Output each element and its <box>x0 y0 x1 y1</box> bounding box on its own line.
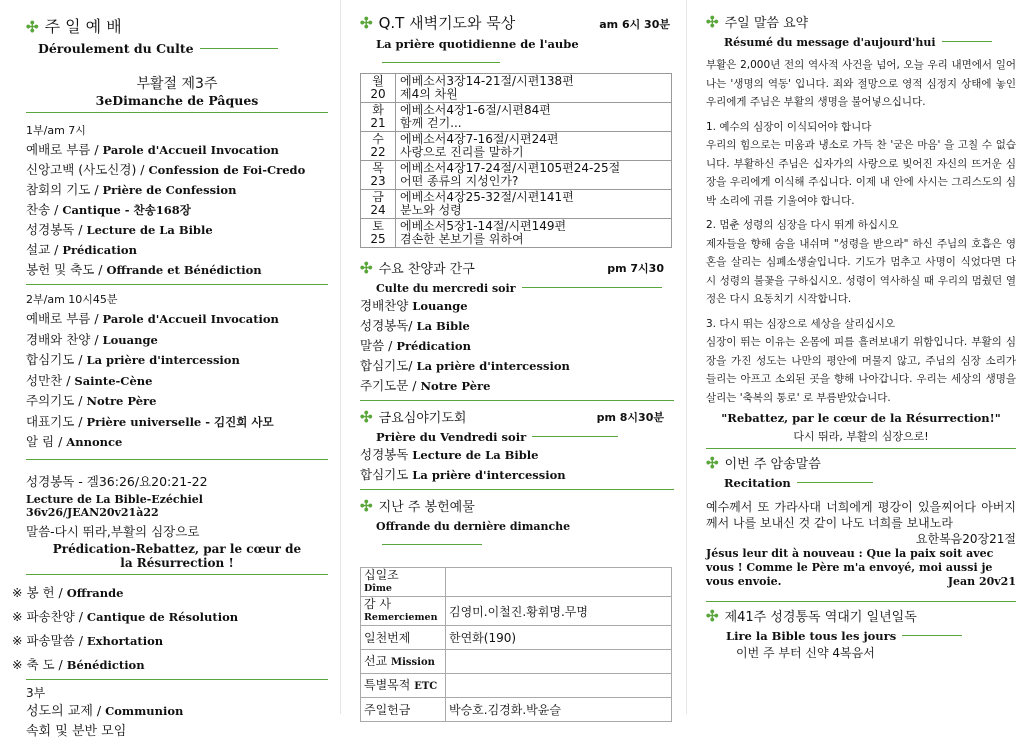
qt-header: ✣ Q.T 새벽기도와 묵상 am 6시 30분 <box>360 14 670 32</box>
worship-title: ✣ 주 일 예 배 <box>26 17 122 36</box>
wed-fr: Culte du mercredi soir <box>376 282 516 295</box>
service1-item: 참회의 기도 / Prière de Confession <box>26 182 237 197</box>
bible-reading-header: ✣ 제41주 성경통독 역대기 일년일독 <box>706 607 917 625</box>
point1-text: 우리의 힘으로는 미움과 냉소로 가득 찬 '굳은 마음' 을 고칠 수 없습니다. 부활하신 주님은 십자가의 사랑으로 빚어진 자신의 뜨거운 심장을 우리에게 이식해 주십니다. 이제 내 안에 사시는 그리스도의 심박 소리에 귀를 기울여야 합니다. <box>706 139 1016 207</box>
offering-row <box>361 597 672 626</box>
qt-row <box>361 132 672 161</box>
qt-time: am 6시 30분 <box>599 18 670 31</box>
summary-header: ✣ 주일 말씀 요약 <box>706 13 809 31</box>
service1-item: 찬송 / Cantique - 찬송168장 <box>26 202 191 217</box>
offering-label: 십일조 Dîme <box>361 568 446 597</box>
reading-fr: Lecture de La Bible-Ezéchiel 36v26/JEAN20v21à22 <box>26 492 203 519</box>
recitation-ko: 예수께서 또 가라사대 너희에게 평강이 있을찌어다 아버지께서 나를 보내신 것 같이 나도 너희를 보내노라 요한복음20장21절 <box>706 500 1016 546</box>
sermon-ko: 말씀-다시 뛰라,부활의 심장으로 <box>26 523 200 539</box>
service2-header: 2부/am 10시45분 <box>26 293 118 306</box>
service3-item: 성도의 교제 / Communion <box>26 702 184 719</box>
fri-item: 합심기도 La prière d'intercession <box>360 467 566 482</box>
offering-names: 박승호.김경화.박윤슬 <box>446 698 672 722</box>
wed-header: ✣ 수요 찬양과 간구 pm 7시30 <box>360 259 664 277</box>
service2-list <box>26 309 328 453</box>
closing-item: ※ 파송말씀 / Exhortation <box>12 632 164 648</box>
bible-reading-ko: 이번 주 부터 신약 4복음서 <box>736 646 875 660</box>
offering-names: 한연화(190) <box>446 626 672 650</box>
service3-list <box>26 701 328 741</box>
cross-icon: ✣ <box>360 408 373 426</box>
recitation-fr-text: Jésus leur dit à nouveau : Que la paix soit avec vous ! Comme le Père m'a envoyé, moi aussi je vous envoie. Jean 20v21 <box>706 547 1016 588</box>
wed-item: 주기도문 / Notre Père <box>360 378 491 393</box>
offering-fr: Offrande du dernière dimanche <box>376 520 571 533</box>
wed-list <box>360 296 674 396</box>
quote-ko: 다시 뛰라, 부활의 심장으로! <box>793 430 929 443</box>
recitation-ref-fr: Jean 20v21 <box>947 575 1016 588</box>
offering-row <box>361 698 672 722</box>
qt-day: 월20 <box>361 74 396 103</box>
qt-table <box>360 73 672 248</box>
service2-item: 경배와 찬양 / Louange <box>26 331 158 347</box>
point2-text: 제자들을 향해 숨을 내쉬며 "성령을 받으라" 하신 주님의 호흡은 영혼을 살리는 심폐소생술입니다. 기도가 멈추고 사명이 식었다면 다시 성령의 불꽃을 구하십시오. 성령이 역사하실 때 우리의 멈췄던 열정은 다시 요동치기 시작합니다. <box>706 237 1016 305</box>
service2-item: 대표기도 / Prière universelle - 김진희 사모 <box>26 413 274 429</box>
qt-reading: 에베소서4장7-16절/시편24편 사랑으로 진리를 말하기 <box>396 132 672 161</box>
qt-day: 목23 <box>361 161 396 190</box>
cross-icon: ✣ <box>360 497 373 515</box>
qt-row <box>361 74 672 103</box>
offering-row <box>361 674 672 698</box>
qt-row <box>361 103 672 132</box>
fri-fr: Prière du Vendredi soir <box>376 430 527 444</box>
offering-names <box>446 674 672 698</box>
closing-list <box>12 581 328 677</box>
cross-icon: ✣ <box>706 607 719 625</box>
offering-row <box>361 568 672 597</box>
offering-table <box>360 567 672 722</box>
qt-reading: 에베소서4장1-6절/시편84편 함께 걷기... <box>396 103 672 132</box>
offering-names <box>446 650 672 674</box>
offering-row <box>361 650 672 674</box>
service2-item: 성만찬 / Sainte-Cène <box>26 372 153 388</box>
column-divider <box>686 0 687 714</box>
bible-reading-fr: Lire la Bible tous les jours <box>726 629 897 643</box>
offering-label: 선교 Mission <box>361 650 446 674</box>
closing-item: ※ 파송찬양 / Cantique de Résolution <box>12 608 239 624</box>
qt-row <box>361 219 672 248</box>
service2-item: 알 림 / Annonce <box>26 434 123 449</box>
service1-item: 예배로 부름 / Parole d'Accueil Invocation <box>26 142 279 157</box>
offering-label: 일천번제 <box>361 626 446 650</box>
column-divider <box>340 0 341 714</box>
qt-reading: 에베소서4장17-24절/시편105편24-25절 어떤 종류의 지성인가? <box>396 161 672 190</box>
schedule-column <box>342 0 682 717</box>
offering-names <box>446 568 672 597</box>
offering-row <box>361 626 672 650</box>
closing-item: ※ 축 도 / Bénédiction <box>12 656 145 672</box>
qt-reading: 에베소서5장1-14절/시편149편 겸손한 본보기를 위하여 <box>396 219 672 248</box>
service2-item: 주의기도 / Notre Père <box>26 393 157 408</box>
fri-item: 성경봉독 Lecture de La Bible <box>360 447 539 462</box>
recitation-ref-ko: 요한복음20장21절 <box>915 532 1016 546</box>
qt-row <box>361 190 672 219</box>
season-title: 부활절 제3주 <box>136 76 218 92</box>
summary-fr: Résumé du message d'aujourd'hui <box>724 36 936 49</box>
wed-item: 말씀 / Prédication <box>360 338 471 353</box>
point3-title: 3. 다시 뛰는 심장으로 세상을 살리십시오 <box>706 317 895 330</box>
service1-item: 설교 / Prédication <box>26 242 137 257</box>
offering-label: 주일헌금 <box>361 698 446 722</box>
service3-header: 3부 <box>26 685 46 700</box>
cross-icon: ✣ <box>360 14 373 32</box>
qt-day: 화21 <box>361 103 396 132</box>
recitation-header: ✣ 이번 주 암송말씀 <box>706 454 821 472</box>
point1-title: 1. 예수의 심장이 이식되어야 합니다 <box>706 120 872 133</box>
offering-header: ✣ 지난 주 봉헌예물 <box>360 497 475 515</box>
sermon-summary-column <box>690 0 1024 714</box>
qt-day: 수22 <box>361 132 396 161</box>
point3-text: 심장이 뛰는 이유는 온몸에 피를 흘려보내기 위함입니다. 부활의 심장을 가진 성도는 나만의 평안에 머물지 않고, 주님의 심장 소리가 들리는 아프고 소외된 곳을 향해 나아갑니다. 우리는 세상의 생명을 살리는 '축복의 통로' 로 부름받았습니다. <box>706 336 1016 404</box>
closing-item: ※ 봉 헌 / Offrande <box>12 584 124 600</box>
cross-icon: ✣ <box>26 18 39 36</box>
cross-icon: ✣ <box>360 259 373 277</box>
service1-list <box>26 140 328 280</box>
qt-day: 토25 <box>361 219 396 248</box>
service1-item: 신앙고백 (사도신경) / Confession de Foi-Credo <box>26 162 306 177</box>
wed-item: 성경봉독/ La Bible <box>360 318 470 333</box>
wed-time: pm 7시30 <box>607 262 664 275</box>
cross-icon: ✣ <box>706 454 719 472</box>
quote-fr: "Rebattez, par le cœur de la Résurrection!" <box>721 411 1001 425</box>
qt-day: 금24 <box>361 190 396 219</box>
service2-item: 예배로 부름 / Parole d'Accueil Invocation <box>26 311 279 326</box>
service1-item: 성경봉독 / Lecture de La Bible <box>26 222 213 237</box>
worship-title-fr: Déroulement du Culte <box>38 41 194 56</box>
fri-list <box>360 445 674 485</box>
offering-label: 특별목적 ETC <box>361 674 446 698</box>
season-title-fr: 3eDimanche de Pâques <box>95 93 259 108</box>
service3-item: 속회 및 분반 모임 <box>26 723 127 739</box>
recitation-fr: Recitation <box>724 476 791 490</box>
service1-item: 봉헌 및 축도 / Offrande et Bénédiction <box>26 262 262 277</box>
qt-fr: La prière quotidienne de l'aube <box>376 37 579 51</box>
offering-label: 감 사 Remerciemen <box>361 597 446 626</box>
qt-reading: 에베소서4장25-32절/시편141편 분노와 성령 <box>396 190 672 219</box>
reading-ko: 성경봉독 - 겔36:26/요20:21-22 <box>26 473 208 489</box>
offering-names: 김영미.이철진.황휘명.무명 <box>446 597 672 626</box>
fri-header: ✣ 금요심야기도회 pm 8시30분 <box>360 408 664 426</box>
worship-order-column <box>0 0 340 739</box>
fri-time: pm 8시30분 <box>596 411 664 424</box>
wed-item: 합심기도/ La prière d'intercession <box>360 358 570 373</box>
service1-header: 1부/am 7시 <box>26 124 86 137</box>
sermon-fr: Prédication-Rebattez, par le cœur de la Résurrection ! <box>52 541 302 570</box>
qt-reading: 에베소서3장14-21절/시편138편 제4의 차원 <box>396 74 672 103</box>
point2-title: 2. 멈춘 성령의 심장을 다시 뛰게 하십시오 <box>706 219 899 231</box>
summary-intro: 부활은 2,000년 전의 역사적 사건을 넘어, 오늘 우리 내면에서 일어나는 '생명의 역동' 입니다. 죄와 절망으로 영적 심정지 상태에 놓인 우리에게 주님은 부활의 생명을 불어넣으십니다. <box>706 59 1016 108</box>
wed-item: 경배찬양 Louange <box>360 298 468 313</box>
qt-row <box>361 161 672 190</box>
service2-item: 합심기도 / La prière d'intercession <box>26 352 240 367</box>
cross-icon: ✣ <box>706 13 719 31</box>
